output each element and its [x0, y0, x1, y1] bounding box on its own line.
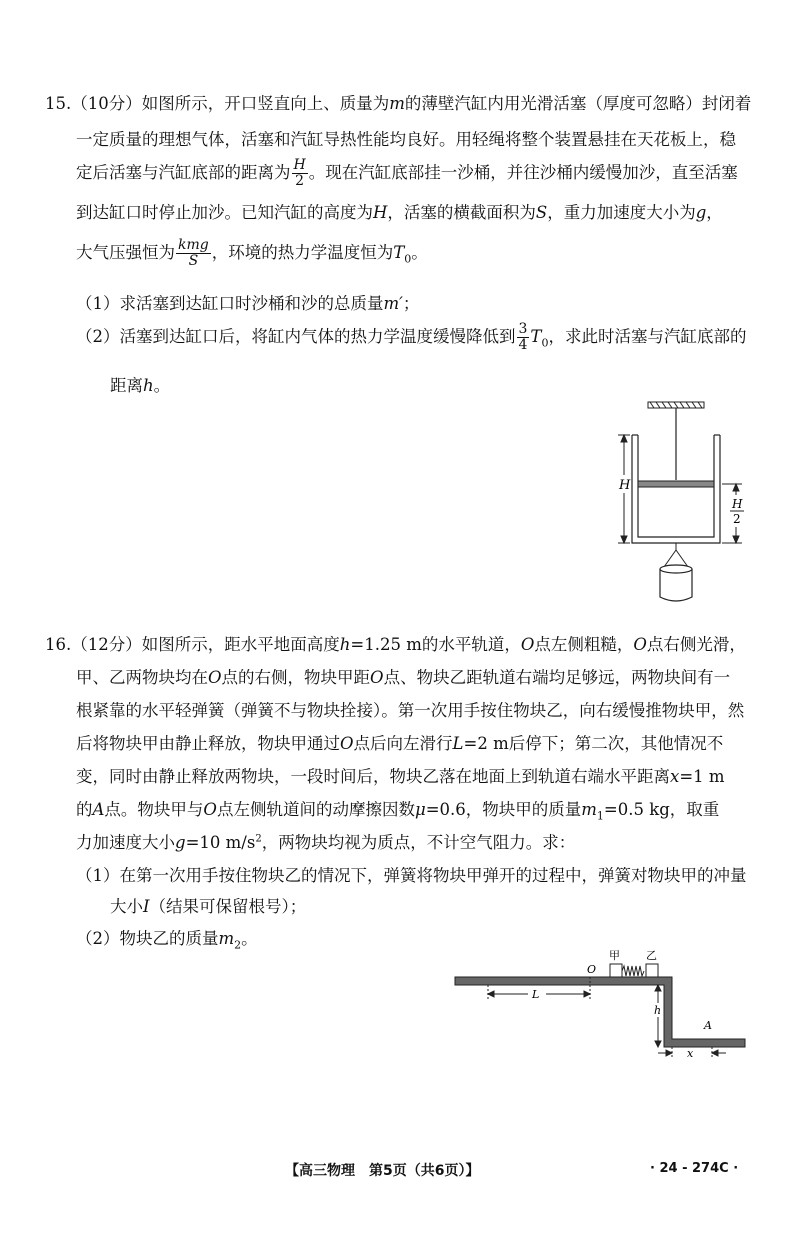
label-h: H [619, 478, 631, 493]
fraction-3-over-4: $\frac{3}{4}$ [518, 321, 528, 353]
spring [622, 966, 644, 976]
q15-line-1: 15.（10分）如图所示，开口竖直向上、质量为m的薄壁汽缸内用光滑活塞（厚度可忽略）封闭着 [45, 94, 752, 113]
upper-track [455, 977, 745, 1047]
figure-15-cylinder [600, 395, 760, 620]
q15-line-5: 大气压强恒为 $\frac{\text{kmg}}{S}$ ，环境的热力学温度恒为$T_0$。 [76, 237, 428, 269]
label-l: L [532, 988, 540, 1001]
q15-line-4: 到达缸口时停止加沙。已知汽缸的高度为H，活塞的横截面积为S，重力加速度大小为g， [76, 203, 723, 222]
block-jia [610, 964, 622, 977]
q16-line-5: 变，同时由静止释放两物块，一段时间后，物块乙落在地面上到轨道右端水平距离x=1 m [76, 767, 725, 786]
label-yi: 乙 [646, 949, 657, 962]
label-h-half-num: H [732, 497, 743, 511]
label-a: A [704, 1019, 712, 1032]
q15-part-2-cont: 距离h。 [110, 376, 171, 395]
label-jia: 甲 [609, 949, 620, 962]
block-yi [646, 964, 658, 977]
footer-page-info: 【高三物理 第5页（共6页）】 [285, 1163, 480, 1179]
q16-line-1: 16.（12分）如图所示，距水平地面高度h=1.25 m的水平轨道，O点左侧粗糙，O点右侧光滑， [45, 635, 746, 654]
fraction-kmg-over-s: $\frac{\text{kmg}}{S}$ [178, 237, 209, 269]
q16-line-3: 根紧靠的水平轻弹簧（弹簧不与物块拴接）。第一次用手按住物块乙，向右缓慢推物块甲，然 [76, 701, 745, 720]
fraction-h-over-2: $\frac{H}{2}$ [293, 157, 306, 189]
q16-line-4: 后将物块甲由静止释放，物块甲通过O点后向左滑行L=2 m后停下；第二次，其他情况不 [76, 734, 724, 753]
sand-bucket [660, 565, 692, 601]
q16-line-7: 力加速度大小g=10 $m/s^2$，两物块均视为质点，不计空气阻力。求： [76, 833, 576, 852]
q16-line-2: 甲、乙两物块均在O点的右侧，物块甲距O点、物块乙距轨道右端均足够远，两物块间有一 [76, 668, 731, 687]
q15-line-3: 定后活塞与汽缸底部的距离为 $\frac{H}{2}$ 。现在汽缸底部挂一沙桶，并往沙桶内缓慢加沙，直至活塞 [76, 157, 738, 189]
figure-16-track [450, 945, 750, 1065]
piston [638, 481, 714, 487]
label-o: O [587, 963, 597, 976]
q16-part-1-cont: 大小I（结果可保留根号）； [110, 897, 307, 916]
q16-line-6: 的A点。物块甲与O点左侧轨道间的动摩擦因数μ=0.6，物块甲的质量$m_1=0.5$ kg，取重 [76, 800, 720, 823]
bucket-strings [664, 543, 688, 567]
label-h-half-den: 2 [733, 512, 741, 526]
q15-line-2: 一定质量的理想气体，活塞和汽缸导热性能均良好。用轻绳将整个装置悬挂在天花板上，稳 [76, 130, 736, 149]
q15-part-1: （1）求活塞到达缸口时沙桶和沙的总质量m′； [76, 294, 420, 313]
label-h16: h [654, 1004, 662, 1017]
footer-code: · 24 - 274C · [650, 1161, 739, 1176]
ceiling [648, 402, 704, 408]
q15-part-2: （2）活塞到达缸口后，将缸内气体的热力学温度缓慢降低到 $\frac{3}{4}$ $T_0$，求此时活塞与汽缸底部的 [76, 321, 747, 353]
q16-part-1: （1）在第一次用手按住物块乙的情况下，弹簧将物块甲弹开的过程中，弹簧对物块甲的冲量 [76, 866, 747, 885]
label-x: x [687, 1047, 694, 1060]
q16-part-2: （2）物块乙的质量$m_2$。 [76, 929, 258, 952]
